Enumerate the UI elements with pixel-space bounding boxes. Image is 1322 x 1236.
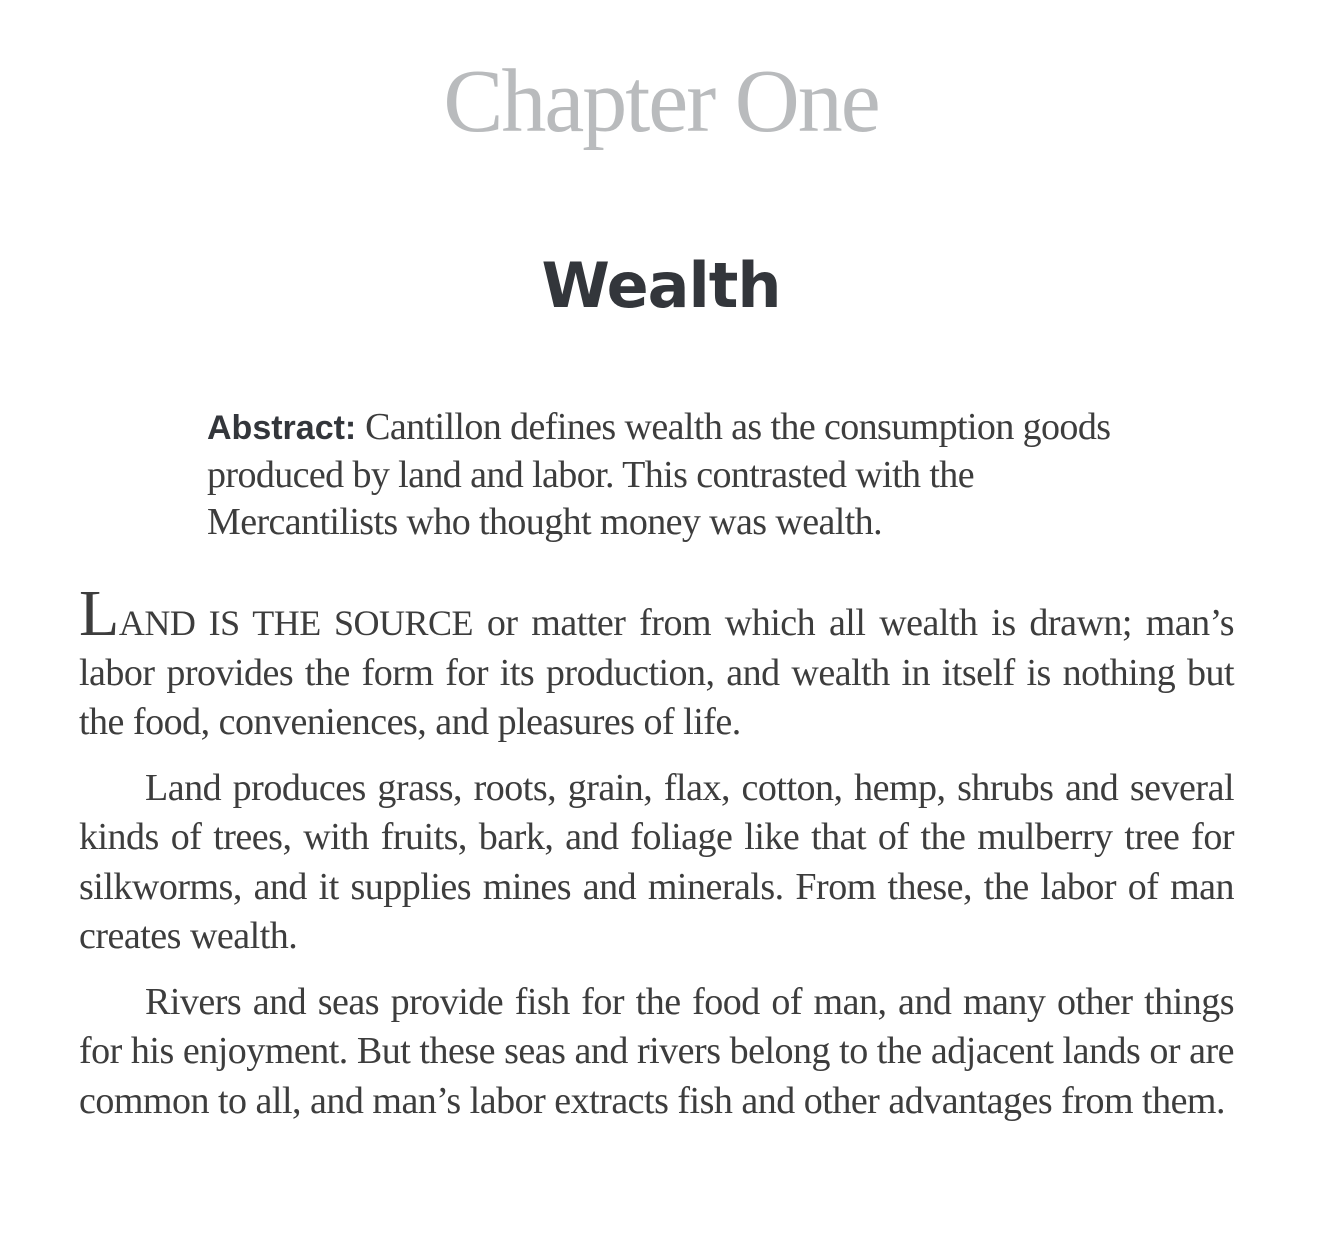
chapter-label: Chapter One [443,52,879,151]
chapter-title: Wealth [541,249,781,322]
chapter-body [79,577,1234,1142]
paragraph-3: Rivers and seas provide fish for the food of man, and many other things for his enjoyment. But these seas and rivers belong to the adjacent lands or are common to all, and man’s labor extracts fish and other advantages from them. [79,980,1234,1122]
paragraph-2: Land produces grass, roots, grain, flax, cotton, hemp, shrubs and several kinds of trees, with fruits, bark, and foliage like that of the mulberry tree for silkworms, and it supplies mines and minerals. From these, the labor of man creates wealth. [79,766,1234,957]
paragraph-1-text: or matter from which all wealth is drawn; man’s labor provides the form for its production, and wealth in itself is nothing but the food, conveniences, and pleasures of life. [79,602,1234,743]
drop-cap: L [79,577,119,650]
abstract-text: Cantillon defines wealth as the consumption goods produced by land and labor. This contrasted with the Mercantilists who thought money was wealth. [207,406,1111,543]
abstract-label: Abstract: [207,409,357,447]
paragraph-1 [79,577,1234,748]
opening-small-caps: AND IS THE SOURCE [118,603,474,643]
abstract [207,404,1127,546]
